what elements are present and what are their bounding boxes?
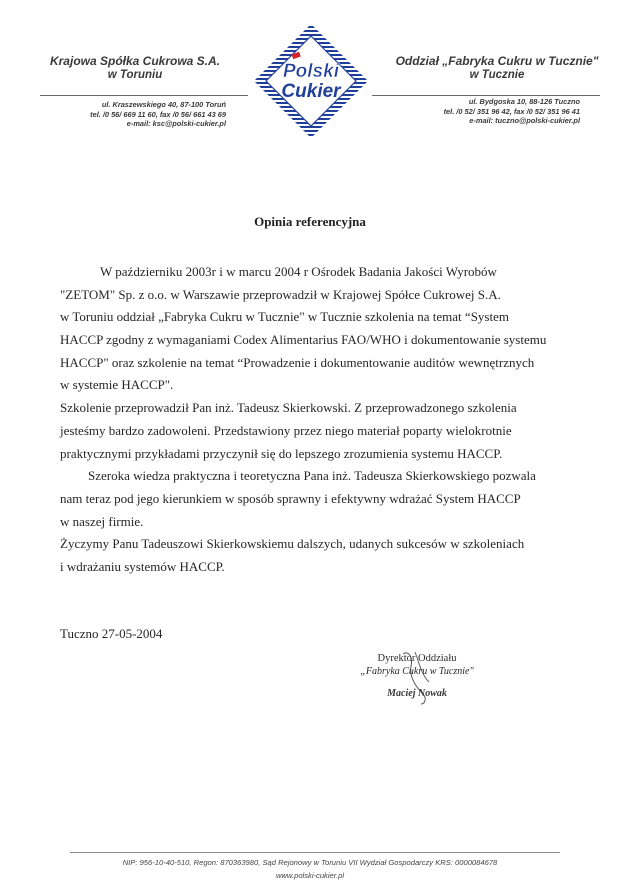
header-right-rule <box>372 95 600 96</box>
left-contact-block <box>40 100 230 129</box>
header-left-company-block <box>40 54 230 129</box>
body-line: HACCP" oraz szkolenie na temat “Prowadzenie i dokumentowanie auditów wewnętrznych <box>60 354 535 370</box>
left-company-name: Krajowa Spółka Cukrowa S.A. <box>49 54 221 68</box>
body-line: HACCP zgodny z wymaganiami Codex Alimentarius FAO/WHO i dokumentowanie systemu <box>60 332 547 348</box>
signature-organization: „Fabryka Cukru w Tucznie" <box>360 666 474 677</box>
footer-registry: NIP: 956-10-40-510, Regon: 870363980, Sąd Rejonowy w Toruniu VII Wydział Gospodarczy KRS: 0000084678 <box>122 858 498 867</box>
body-line: w systemie HACCP". <box>60 377 174 393</box>
body-line: w Toruniu oddział „Fabryka Cukru w Tucznie" w Tucznie szkolenia na temat “System <box>60 309 509 325</box>
header-right-company-block <box>392 54 602 126</box>
body-line: Szkolenie przeprowadził Pan inż. Tadeusz Skierkowski. Z przeprowadzonego szkolenia <box>60 400 517 416</box>
body-line: W październiku 2003r i w marcu 2004 r Ośrodek Badania Jakości Wyrobów <box>100 264 497 279</box>
body-line: Szeroka wiedza praktyczna i teoretyczna Pana inż. Tadeusza Skierkowskiego pozwala <box>88 468 536 484</box>
letter-body <box>60 261 580 579</box>
right-company-city: w Tucznie <box>469 69 525 81</box>
logo-text-cukier: Cukier <box>281 81 341 102</box>
left-company-city: w Toruniu <box>107 69 163 81</box>
body-line: i wdrażaniu systemów HACCP. <box>60 558 225 574</box>
left-phone: tel. /0 56/ 669 11 60, fax /0 56/ 661 43 69 <box>90 109 226 119</box>
header-left-rule <box>40 95 248 96</box>
right-address: ul. Bydgoska 10, 88-126 Tuczno <box>468 97 580 106</box>
body-line: "ZETOM" Sp. z o.o. w Warszawie przeprowadził w Krajowej Spółce Cukrowej S.A. <box>60 286 501 302</box>
right-phone: tel. /0 52/ 351 96 42, fax /0 52/ 351 96 41 <box>443 106 580 116</box>
place-and-date: Tuczno 27-05-2004 <box>60 626 163 641</box>
body-line: w naszej firmie. <box>60 513 144 529</box>
signature-block <box>352 652 482 700</box>
body-line: nam teraz pod jego kierunkiem w sposób sprawny i efektywny wdrażać System HACCP <box>60 490 521 506</box>
polski-cukier-logo <box>252 22 370 140</box>
footer-rule <box>70 852 560 853</box>
body-line: Życzymy Panu Tadeuszowi Skierkowskiemu dalszych, udanych sukcesów w szkoleniach <box>60 536 525 552</box>
left-email: e-mail: ksc@polski-cukier.pl <box>126 119 226 128</box>
right-company-name: Oddział „Fabryka Cukru w Tucznie" <box>395 54 599 68</box>
signature-name: Maciej Nowak <box>387 688 447 699</box>
footer-website: www.polski-cukier.pl <box>275 871 345 880</box>
signature-title: Dyrektor Oddziału <box>377 653 457 664</box>
right-email: e-mail: tuczno@polski-cukier.pl <box>469 116 580 125</box>
left-address: ul. Kraszewskiego 40, 87-100 Toruń <box>101 100 226 109</box>
right-contact-block <box>392 97 602 126</box>
logo-text-polski: Polski <box>283 61 339 82</box>
footer <box>0 856 620 882</box>
body-line: praktycznymi przykładami przyczynił się do lepszego zrozumienia systemu HACCP. <box>60 445 503 461</box>
document-title: Opinia referencyjna <box>254 214 366 229</box>
body-line: jesteśmy bardzo zadowoleni. Przedstawiony przez niego materiał poparty wielokrotnie <box>60 422 512 438</box>
